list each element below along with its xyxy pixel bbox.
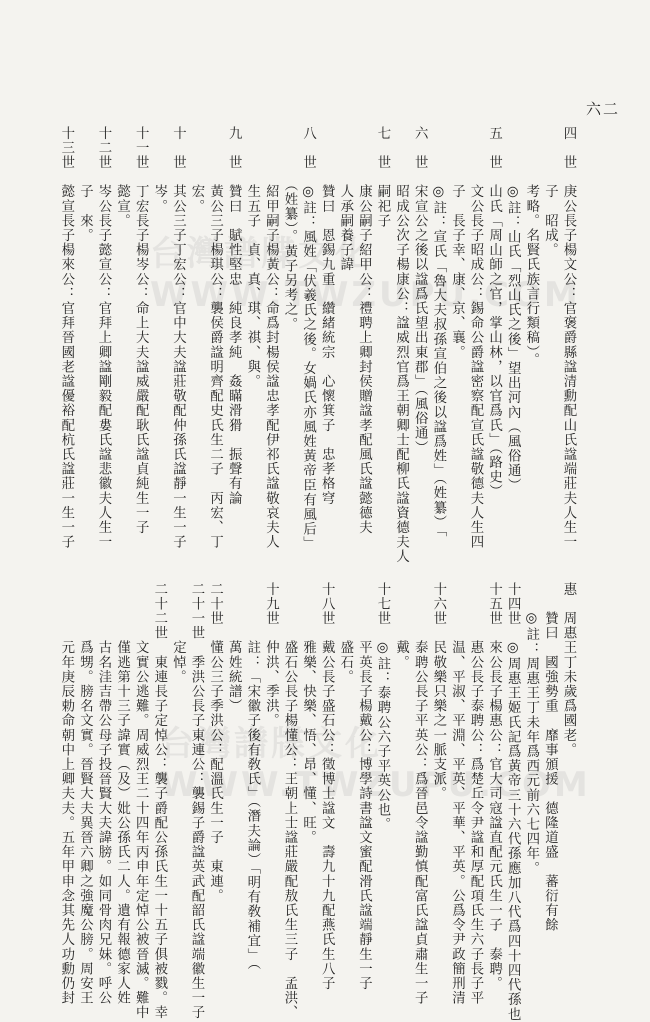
text-column: 古名洼吉帶公母子投晉賢大夫諱膀。如同骨肉兄妹。呼公 [96,582,111,1006]
text-column: 文實公逃難。周威烈王二十四年丙申年定悼公被晉滅。難中 [133,582,149,1020]
text-column: ◎註：周惠王丁未年爲西元前六七四年。 [523,582,539,876]
text-column: 十九世 仲洪、季洪。 [263,582,279,728]
text-column: 平英長子楊戴公：博學詩書諡文蜜配滑氏諡端靜生一子 [356,582,372,991]
text-column: 雅樂、快樂、悟、昂、懂、旺。 [300,582,316,845]
text-column: 萬姓統譜） [226,582,242,714]
text-column: 紹甲嗣子楊黃公：命爲封楊侯諡忠孝配伊祁氏諡敬哀夫人 [263,126,279,550]
text-column: 子 長子幸、康、京、襄。 [449,126,465,360]
text-column: 元年庚辰勅命朝中上卿夫夫。五年甲申念其先人功勳仍封 [58,582,74,1006]
text-column: 惠 周惠王丁未歲爲國老。 [561,582,576,758]
text-column: 註：「宋徽子後有敎氏」（潛夫論）「明有敎補宜」（ [244,582,260,971]
text-column: 十七世 ◎註：泰聘公六子平英公也。 [375,582,390,832]
text-column: 人承嗣養子諱 [337,126,353,272]
text-column: 十八世 戴公長子盛石公：徵博士諡文 壽九十九配燕氏生八子 [319,582,335,991]
text-column: 十一世 丁宏長子楊岑公：命上大夫諡威嚴配耿氏諡貞純生一子 [133,126,149,535]
text-column: 八 世 ◎註：風姓「伏羲氏之後。女媧氏亦風姓黃帝臣有風后」 [300,126,316,551]
text-column: 黃公三子楊琪公：襲侯爵諡明齊配史氏生二子 丙宏、丁 [207,126,223,550]
text-column: 五 世 山氏「周山師之官，掌山林，以官爲氏」（路史） [486,126,502,499]
text-column: 子 昭成。 [542,126,558,258]
text-column: ◎註：山氏「烈山氏之後」望出河內（風俗通） [505,126,521,493]
text-column: 盛石公長子楊懂公：王朝上士諡莊嚴配敖氏生三子 孟洪、 [282,582,297,1020]
text-column: 泰聘公長子平英公：爲晉邑令諡勤慎配富氏諡貞肅生一子 [412,582,428,1006]
text-column: 爲甥。膀名文實。晉賢大夫異晉六卿之強魔公膀。周安王 [77,582,93,1006]
text-column: 贊曰 國強勢重 靡事頒援 德隆道盛 蕃衍有餘 [542,582,558,933]
text-column: 六 世 宋宣公之後以諡爲氏望出東郡」（風俗通） [412,126,428,456]
text-column: 十四世 ◎周惠王姬氏記爲黃帝三十六代孫應加八代爲四十四代孫也 [505,582,521,1022]
text-column: 十三世 懿宣長子楊來公：官拜晉國老諡優裕配杭氏諡莊一生一子 [58,126,74,550]
text-column: 懿宣。 [114,126,130,229]
text-column: 惠公長子泰聘公：爲楚丘令尹諡和厚配項氏生六子長子平 [468,582,483,1006]
text-column: 考略。名賢氏族言行類稿）。 [523,126,539,368]
text-column: ◎註：宣氏「魯大夫叔孫宣伯之後以諡爲姓」（姓纂）「 [430,126,446,538]
text-column: 贊曰 恩錫九重 纘緒統宗 心懷箕子 忠孝格穹 [319,126,335,506]
text-column: （姓纂）。黃子另考之。 [282,126,297,332]
text-column: 昭成公次子楊康公：諡威烈官爲王朝卿士配柳氏諡資德夫人 [393,126,409,564]
text-column: 十二世 岑公長子懿宣公：官拜上卿諡剛毅配婁氏諡悲徽夫人生一 [96,126,111,550]
text-column: 二十世 懂公三子季洪公：配溫氏生一子 東連。 [207,582,223,904]
text-column: 定悼。 [170,582,186,685]
text-column: 九 世 贊曰 賦性堅忠 純良孝純 姦瞞滑猾 振聲有論 [226,126,242,506]
text-column: 二十一世 季洪公長子東連公：襲錫子爵諡英武配韶氏諡端徽生一子 [189,582,204,1020]
text-column: 文公長子昭成公：錫命公爵諡密察配宣氏諡敬德夫人生四 [468,126,483,550]
text-column: 温、平淑、平淵、平英、平華、平英。公爲令尹政簡刑清 [449,582,465,1006]
page-number: 六二 [586,100,621,118]
text-column: 十五世 來公長子楊惠公：官大司寇諡直配元氏生一子 泰聘。 [486,582,502,991]
text-column: 康公嗣子紹甲公：禮聘上卿封侯贈諡孝配風氏諡懿德夫 [356,126,372,535]
text-column: 生五子 貞、真、琪、祺、與。 [244,126,260,389]
text-column: 僅逃第十三子諱實（及）妣公孫氏二人。遺有報德家人姓 [114,582,130,1006]
text-column: 岑。 [151,126,167,214]
text-column: 十 世 其公三子丁宏公：官中大夫諡莊敬配仲孫氏諡靜一生一子 [170,126,186,550]
text-column: 盛石。 [337,582,353,685]
watermark-top: 台灣譜牒文化 WWW.TWZUPU.COM [150,234,581,315]
text-column: 子 來。 [77,126,93,243]
text-column: 戴。 [393,582,409,670]
watermark-bottom: 台灣譜牒文化 WWW.TWZUPU.COM [160,724,591,805]
text-column: 宏。 [189,126,204,214]
text-column: 十六世 民敬樂只樂之一脈支派。 [430,582,446,801]
text-column: 七 世 嗣祀子 [375,126,390,229]
text-column: 四 世 庚公長子楊文公：官褒爵縣諡清勳配山氏諡端莊夫人生一 [561,126,576,550]
text-column: 二十二世 東連長子定悼公：襲子爵配公孫氏生一十五子俱被戮。幸 [151,582,167,1020]
